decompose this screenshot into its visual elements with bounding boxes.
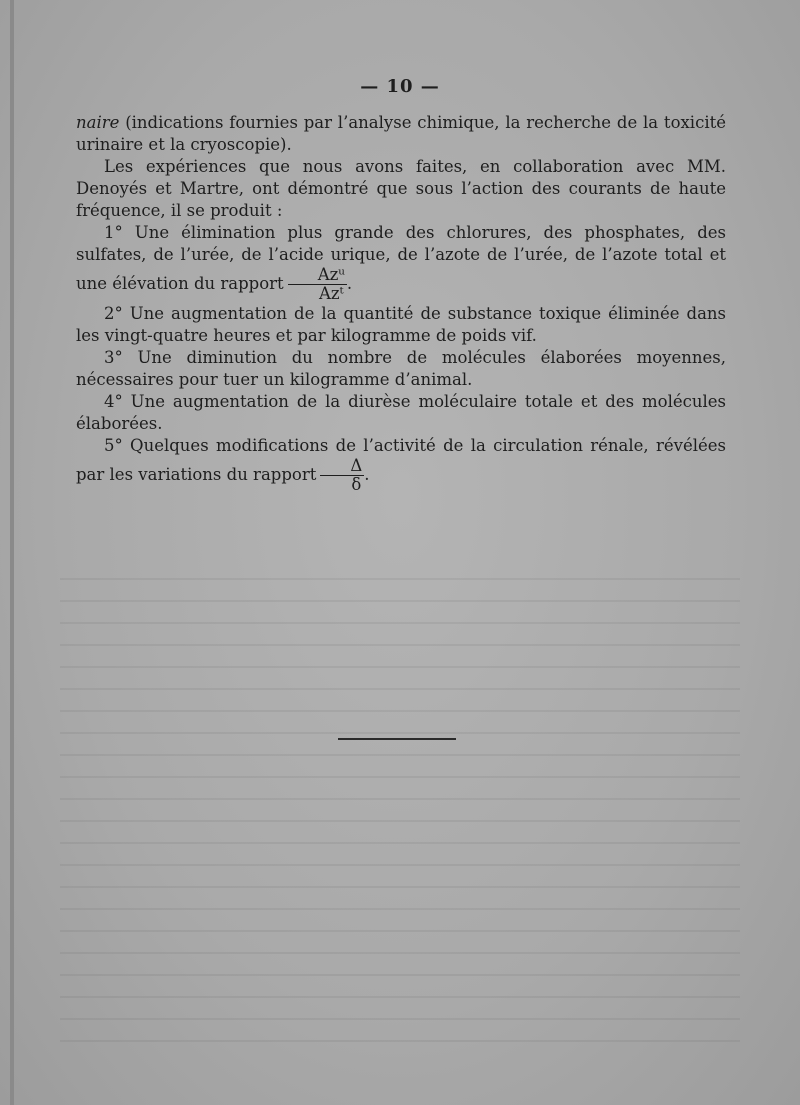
page-number: — 10 — [360,76,440,97]
paragraph-item-3: 3° Une diminution du nombre de molécules élaborées moyennes, nécessaires pour tuer un kilogramme d’animal. [76,348,726,389]
item-1-text: 1° Une élimination plus grande des chlorures, des phosphates, des sulfates, de l’urée, de l’acide urique, de l’azote de l’urée, de l’azote total et une élévation du rapport [76,223,726,293]
paragraph-continuation [76,112,726,156]
body-text [76,112,726,494]
item-5-text: 5° Quelques modifications de l’activité de la circulation rénale, révélées par les variations du rapport [76,436,726,484]
fraction-az-numerator: Azᵘ [288,266,347,285]
fraction-az [288,266,347,303]
fraction-delta-denominator: δ [351,475,362,494]
paragraph-item-2: 2° Une augmentation de la quantité de substance toxique éliminée dans les vingt-quatre heures et par kilogramme de poids vif. [76,304,726,345]
paragraph-item-1: 1° Une élimination plus grande des chlorures, des phosphates, des sulfates, de l’urée, de l’acide urique, de l’azote de l’urée, de l’azote total et une élévation du rapport $\frac{\text{Azᵘ}}{\text{Azᵗ}}$ . [76,223,726,303]
fraction-az-denominator: Azᵗ [318,284,344,303]
paragraph-item-5: 5° Quelques modifications de l’activité de la circulation rénale, révélées par les variations du rapport $\frac{\Delta}{\delta}$ . [76,436,726,494]
paragraph-experiments: Les expériences que nous avons faites, en collaboration avec MM. Denoyés et Martre, ont démontré que sous l’action des courants de haute fréquence, il se produit : [76,157,726,220]
show-through-texture [60,560,740,1060]
paragraph-continuation-text: (indications fournies par l’analyse chimique, la recherche de la toxicité urinaire et la cryoscopie). [76,113,726,154]
page-edge-shadow [10,0,14,1105]
fraction-delta [320,457,364,494]
paragraph-item-4: 4° Une augmentation de la diurèse moléculaire totale et des molécules élaborées. [76,392,726,433]
italic-word: naire [76,113,120,132]
fraction-delta-numerator: Δ [320,457,364,476]
section-divider [338,738,456,740]
